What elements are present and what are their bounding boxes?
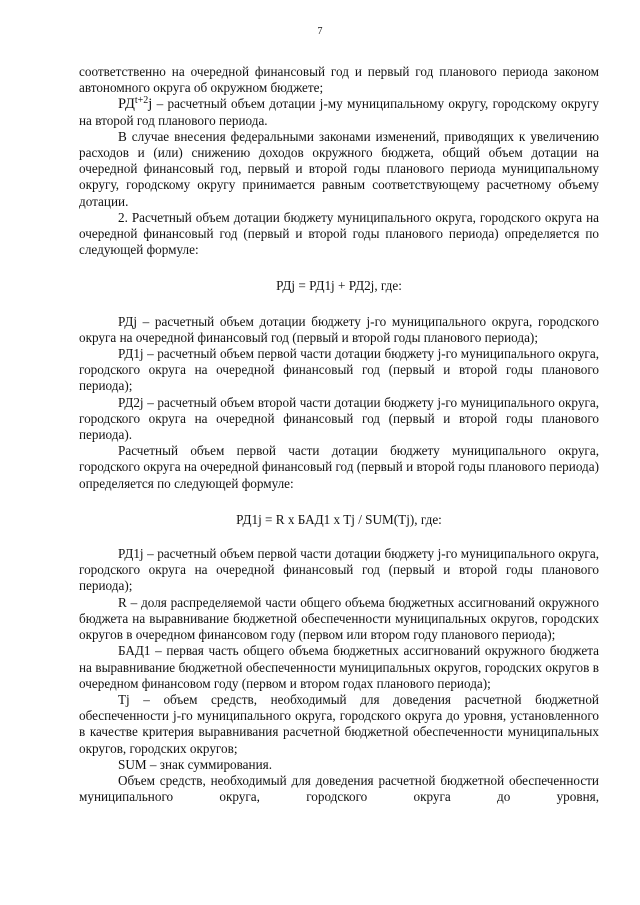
definition-r: R – доля распределяемой части общего объема бюджетных ассигнований окружного бюджета на выравнивание бюджетной обеспеченности муниципальных округов, городских округов в очередном финансовом году (первом или втором году планового периода); xyxy=(79,594,599,643)
formula-rdj: РДj = РД1j + РД2j, где: xyxy=(276,278,402,294)
definition-rd1j: РД1j – расчетный объем первой части дотации бюджету j-го муниципального округа, городского округа на очередной финансовый год (первый и второй годы планового периода); xyxy=(79,346,599,394)
definition-sum: SUM – знак суммирования. xyxy=(118,756,273,772)
paragraph-funds-volume: Объем средств, необходимый для доведения расчетной бюджетной обеспеченности муниципального округа, городского округа до уровня, xyxy=(79,772,599,805)
rd-symbol: РД xyxy=(118,96,135,113)
document-body xyxy=(79,64,599,805)
definition-bad1: БАД1 – первая часть общего объема бюджетных ассигнований окружного бюджета на выравнивание бюджетной обеспеченности муниципальных округов, городских округов в очередном финансовом году (первом и втором годах планового периода); xyxy=(79,643,599,691)
formula-rd1j: РД1j = R x БАД1 x Tj / SUM(Tj), где: xyxy=(236,511,442,527)
definition-rd1j-2: РД1j – расчетный объем первой части дотации бюджету j-го муниципального округа, городского округа на очередной финансовый год (первый и второй годы планового периода); xyxy=(79,546,599,594)
definition-rdj: РДj – расчетный объем дотации бюджету j-го муниципального округа, городского округа на очередной финансовый год (первый и второй годы планового периода); xyxy=(79,313,599,345)
paragraph-rd-second-year xyxy=(79,96,599,128)
rd-superscript: t+2 xyxy=(134,95,149,107)
paragraph-federal-changes: В случае внесения федеральными законами изменений, приводящих к увеличению расходов и (или) снижению доходов окружного бюджета, общий объем дотации на очередной финансовый год, первый и второй годы планового периода муниципальному округу, городскому округу принимается равным соответствующему расчетному объему дотации. xyxy=(79,128,599,209)
paragraph-item-2: 2. Расчетный объем дотации бюджету муниципального округа, городского округа на очередной финансовый год (первый и второй годы планового периода) определяется по следующей формуле: xyxy=(79,209,599,258)
paragraph-continuation: соответственно на очередной финансовый год и первый год планового периода законом автономного округа об окружном бюджете; xyxy=(79,64,599,96)
rd-subscript: j xyxy=(148,96,153,113)
definition-rd2j: РД2j – расчетный объем второй части дотации бюджету j-го муниципального округа, городского округа на очередной финансовый год (первый и второй годы планового периода). xyxy=(79,394,599,443)
paragraph-first-part: Расчетный объем первой части дотации бюджету муниципального округа, городского округа на очередной финансовый год (первый и второй годы планового периода) определяется по следующей формуле: xyxy=(79,443,599,491)
rd-definition: – расчетный объем дотации j-му муниципальному округу, городскому округу на второй год планового периода. xyxy=(79,96,599,128)
page-number: 7 xyxy=(317,26,323,37)
definition-tj: Tj – объем средств, необходимый для доведения расчетной бюджетной обеспеченности j-го муниципального округа, городского округа до уровня, установленного в качестве критерия выравнивания расчетной бюджетной обеспеченности муниципальных округов, городских округов; xyxy=(79,691,599,756)
